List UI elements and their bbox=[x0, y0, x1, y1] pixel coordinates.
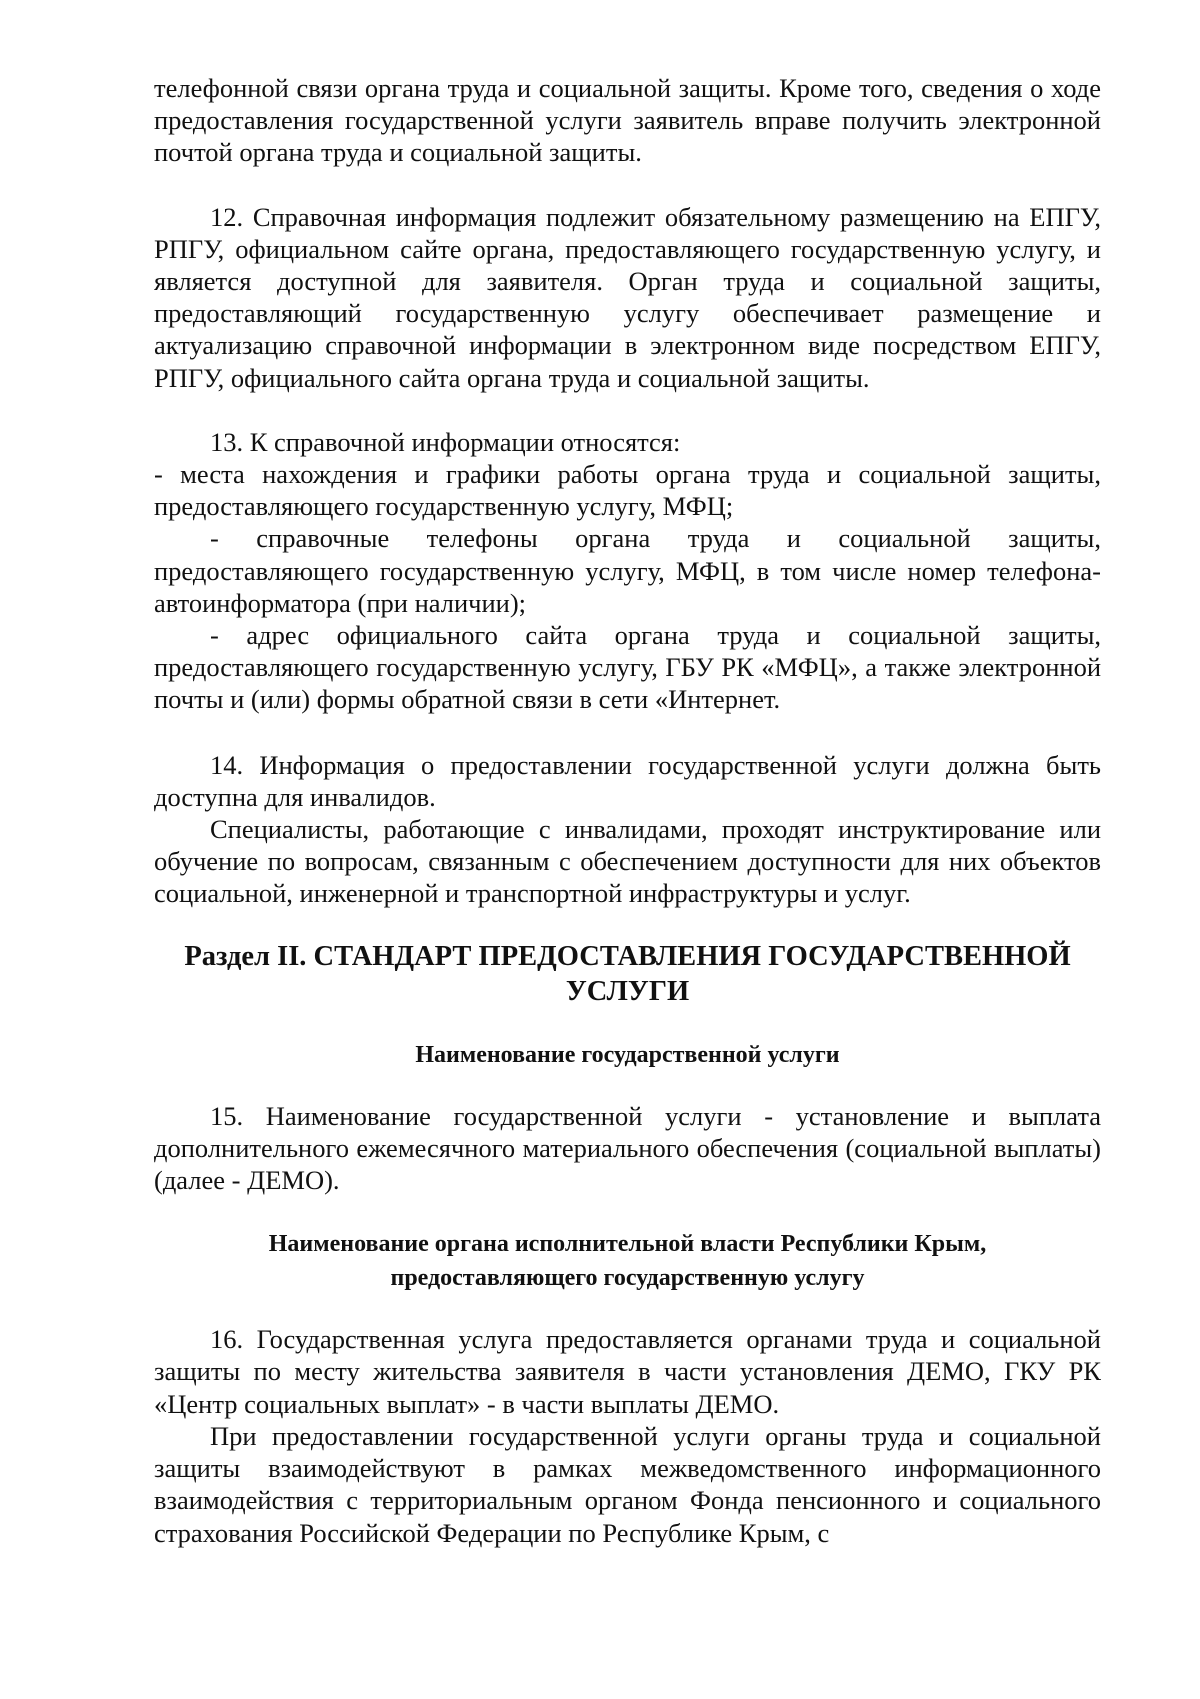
subheading-service-name: Наименование государственной услуги bbox=[415, 1041, 840, 1068]
paragraph-intro: телефонной связи органа труда и социальной защиты. Кроме того, сведения о ходе предоставления государственной услуги заявитель вправе получить электронной почтой органа труда и социальной защиты. bbox=[154, 73, 1101, 168]
document-page bbox=[154, 72, 1101, 1549]
subheading-authority bbox=[154, 1227, 1101, 1295]
paragraph-15: 15. Наименование государственной услуги - установление и выплата дополнительного ежемесячного материального обеспечения (социальной выплаты) (далее - ДЕМО). bbox=[154, 1100, 1101, 1196]
subheading-authority-line-1: Наименование органа исполнительной власти Республики Крым, bbox=[268, 1231, 987, 1258]
paragraph-13: 13. К справочной информации относятся: bbox=[210, 426, 681, 457]
section-title-line-1: Раздел II. СТАНДАРТ ПРЕДОСТАВЛЕНИЯ ГОСУДАРСТВЕННОЙ bbox=[184, 940, 1071, 972]
subheading-authority-line-2: предоставляющего государственную услугу bbox=[390, 1265, 865, 1292]
section-title-line-2: УСЛУГИ bbox=[565, 975, 690, 1007]
paragraph-16: 16. Государственная услуга предоставляется органами труда и социальной защиты по месту жительства заявителя в части установления ДЕМО, ГКУ РК «Центр социальных выплат» - в части выплаты ДЕМО. bbox=[154, 1324, 1101, 1419]
paragraph-13-item-2: - справочные телефоны органа труда и социальной защиты, предоставляющего государственную услугу, МФЦ, в том числе номер телефона-автоинформатора (при наличии); bbox=[154, 523, 1101, 618]
paragraph-13-item-3: - адрес официального сайта органа труда и социальной защиты, предоставляющего государственную услугу, ГБУ РК «МФЦ», а также электронной почты и (или) формы обратной связи в сети «Интернет. bbox=[154, 620, 1101, 715]
paragraph-14-continued: Специалисты, работающие с инвалидами, проходят инструктирование или обучение по вопросам, связанным с обеспечением доступности для них объектов социальной, инженерной и транспортной инфраструктуры и услуг. bbox=[154, 814, 1101, 909]
paragraph-13-item-1: - места нахождения и графики работы органа труда и социальной защиты, предоставляющего государственную услугу, МФЦ; bbox=[154, 459, 1101, 522]
paragraph-14: 14. Информация о предоставлении государственной услуги должна быть доступна для инвалидов. bbox=[154, 749, 1101, 812]
section-title bbox=[154, 939, 1101, 1009]
paragraph-12: 12. Справочная информация подлежит обязательному размещению на ЕПГУ, РПГУ, официальном сайте органа, предоставляющего государственную услугу, и является доступной для заявителя. Орган труда и социальной защиты, предоставляющий государственную услугу обеспечивает размещение и актуализацию справочной информации в электронном виде посредством ЕПГУ, РПГУ, официального сайта органа труда и социальной защиты. bbox=[154, 201, 1101, 393]
paragraph-16-continued: При предоставлении государственной услуги органы труда и социальной защиты взаимодействуют в рамках межведомственного информационного взаимодействия с территориальным органом Фонда пенсионного и социального страхования Российской Федерации по Республике Крым, с bbox=[154, 1420, 1101, 1548]
